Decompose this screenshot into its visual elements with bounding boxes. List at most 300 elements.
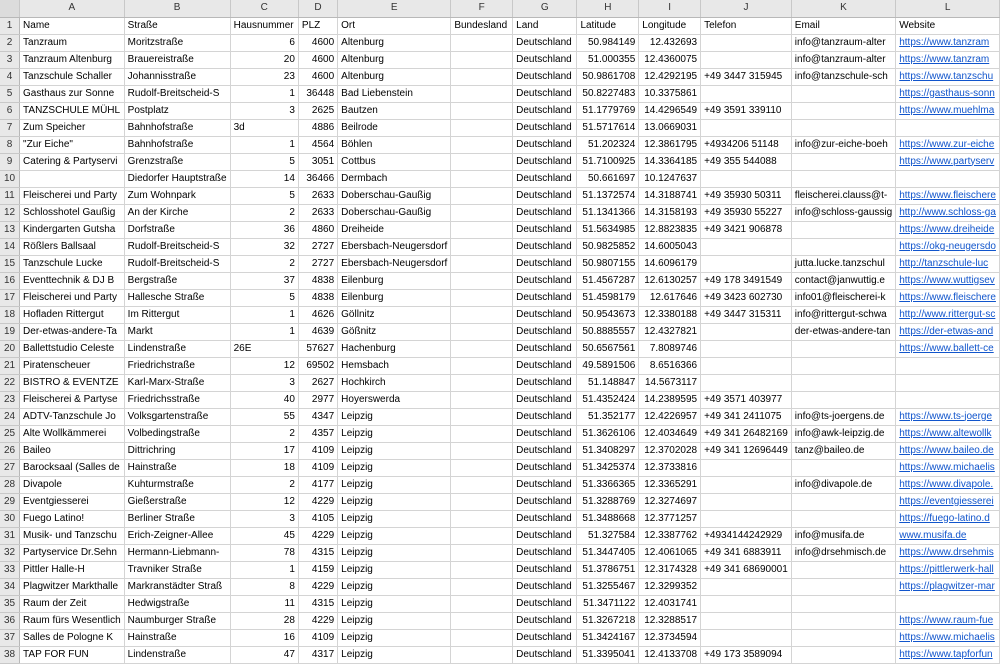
cell[interactable]: 2 (230, 476, 298, 493)
cell[interactable] (451, 238, 513, 255)
cell[interactable]: 1 (230, 306, 298, 323)
cell[interactable]: Deutschland (513, 34, 577, 51)
row-header[interactable]: 9 (0, 153, 20, 170)
cell[interactable]: 5 (230, 289, 298, 306)
cell[interactable]: 8.6516366 (639, 357, 701, 374)
cell[interactable]: Leipzig (338, 544, 451, 561)
cell[interactable] (451, 357, 513, 374)
cell[interactable]: Ort (338, 17, 451, 34)
cell[interactable] (791, 102, 895, 119)
cell[interactable]: 4347 (298, 408, 337, 425)
cell[interactable]: Deutschland (513, 255, 577, 272)
cell[interactable]: Deutschland (513, 527, 577, 544)
cell[interactable]: Deutschland (513, 323, 577, 340)
cell[interactable]: Diedorfer Hauptstraße (124, 170, 230, 187)
cell[interactable] (701, 85, 792, 102)
cell[interactable]: Hainstraße (124, 459, 230, 476)
cell[interactable]: 6 (230, 34, 298, 51)
cell[interactable] (701, 51, 792, 68)
cell[interactable] (896, 170, 1000, 187)
cell[interactable]: https://okg-neugersdo (896, 238, 1000, 255)
cell[interactable] (701, 34, 792, 51)
cell[interactable]: +49 3447 315311 (701, 306, 792, 323)
cell[interactable]: info@rittergut-schwa (791, 306, 895, 323)
cell[interactable]: https://www.altewollk (896, 425, 1000, 442)
cell[interactable]: Lindenstraße (124, 340, 230, 357)
cell[interactable]: https://www.tanzram (896, 51, 1000, 68)
column-header[interactable]: C (230, 0, 298, 17)
cell[interactable]: https://www.dreiheide (896, 221, 1000, 238)
cell[interactable]: https://www.tapforfun (896, 646, 1000, 663)
cell[interactable]: 7.8089746 (639, 340, 701, 357)
cell[interactable]: Fleischerei und Party (20, 187, 125, 204)
cell[interactable]: 50.6567561 (577, 340, 639, 357)
cell[interactable]: +49 178 3491549 (701, 272, 792, 289)
cell[interactable]: Johannisstraße (124, 68, 230, 85)
column-header[interactable]: I (639, 0, 701, 17)
cell[interactable]: +49 341 2411075 (701, 408, 792, 425)
cell[interactable]: 1 (230, 136, 298, 153)
row-header[interactable]: 17 (0, 289, 20, 306)
cell[interactable]: https://www.tanzram (896, 34, 1000, 51)
cell[interactable]: +49 173 3589094 (701, 646, 792, 663)
cell[interactable]: 17 (230, 442, 298, 459)
cell[interactable]: Lindenstraße (124, 646, 230, 663)
cell[interactable]: Deutschland (513, 493, 577, 510)
cell[interactable]: 12.3861795 (639, 136, 701, 153)
cell[interactable] (451, 272, 513, 289)
cell[interactable]: 47 (230, 646, 298, 663)
cell[interactable]: 12.3274697 (639, 493, 701, 510)
row-header[interactable]: 15 (0, 255, 20, 272)
cell[interactable]: +4934206 51148 (701, 136, 792, 153)
cell[interactable]: Latitude (577, 17, 639, 34)
row-header[interactable]: 27 (0, 459, 20, 476)
row-header[interactable]: 7 (0, 119, 20, 136)
cell[interactable]: Gasthaus zur Sonne (20, 85, 125, 102)
cell[interactable]: info01@fleischerei-k (791, 289, 895, 306)
cell[interactable] (701, 459, 792, 476)
cell[interactable]: der-etwas-andere-tan (791, 323, 895, 340)
cell[interactable]: Travniker Straße (124, 561, 230, 578)
cell[interactable] (451, 34, 513, 51)
cell[interactable]: Deutschland (513, 612, 577, 629)
row-header[interactable]: 29 (0, 493, 20, 510)
cell[interactable]: 4600 (298, 68, 337, 85)
cell[interactable]: 3 (230, 510, 298, 527)
cell[interactable]: Karl-Marx-Straße (124, 374, 230, 391)
column-header[interactable]: K (791, 0, 895, 17)
cell[interactable] (451, 629, 513, 646)
cell[interactable]: Tanzschule Lucke (20, 255, 125, 272)
cell[interactable]: Leipzig (338, 527, 451, 544)
cell[interactable]: 4838 (298, 289, 337, 306)
cell[interactable]: +49 3421 906878 (701, 221, 792, 238)
cell[interactable]: 51.5634985 (577, 221, 639, 238)
cell[interactable] (791, 595, 895, 612)
cell[interactable]: 12.4292195 (639, 68, 701, 85)
cell[interactable]: Deutschland (513, 578, 577, 595)
cell[interactable]: Deutschland (513, 153, 577, 170)
column-header[interactable]: J (701, 0, 792, 17)
cell[interactable] (451, 136, 513, 153)
cell[interactable]: 12.617646 (639, 289, 701, 306)
cell[interactable]: Deutschland (513, 646, 577, 663)
cell[interactable]: 45 (230, 527, 298, 544)
cell[interactable] (701, 255, 792, 272)
cell[interactable]: BISTRO & EVENTZE (20, 374, 125, 391)
cell[interactable]: 51.1779769 (577, 102, 639, 119)
cell[interactable]: 12.4226957 (639, 408, 701, 425)
cell[interactable] (791, 85, 895, 102)
cell[interactable]: Eilenburg (338, 289, 451, 306)
cell[interactable]: Brauereistraße (124, 51, 230, 68)
cell[interactable]: Deutschland (513, 408, 577, 425)
cell[interactable] (451, 527, 513, 544)
cell[interactable]: 4317 (298, 646, 337, 663)
cell[interactable]: info@ts-joergens.de (791, 408, 895, 425)
cell[interactable] (451, 612, 513, 629)
cell[interactable]: Deutschland (513, 119, 577, 136)
cell[interactable]: 12.3734594 (639, 629, 701, 646)
cell[interactable] (791, 578, 895, 595)
cell[interactable]: PLZ (298, 17, 337, 34)
cell[interactable] (451, 306, 513, 323)
cell[interactable]: Zum Wohnpark (124, 187, 230, 204)
cell[interactable]: Naumburger Straße (124, 612, 230, 629)
cell[interactable]: https://pittlerwerk-hall (896, 561, 1000, 578)
cell[interactable]: Leipzig (338, 425, 451, 442)
cell[interactable]: 12.3733816 (639, 459, 701, 476)
cell[interactable]: Hofladen Rittergut (20, 306, 125, 323)
cell[interactable]: An der Kirche (124, 204, 230, 221)
cell[interactable]: 50.9807155 (577, 255, 639, 272)
cell[interactable] (701, 629, 792, 646)
cell[interactable]: tanz@baileo.de (791, 442, 895, 459)
cell[interactable]: Eilenburg (338, 272, 451, 289)
cell[interactable] (451, 340, 513, 357)
cell[interactable] (451, 476, 513, 493)
cell[interactable]: 12.3365291 (639, 476, 701, 493)
cell[interactable]: +49 3423 602730 (701, 289, 792, 306)
cell[interactable]: 11 (230, 595, 298, 612)
cell[interactable]: Deutschland (513, 221, 577, 238)
cell[interactable]: 51.202324 (577, 136, 639, 153)
cell[interactable]: 51.7100925 (577, 153, 639, 170)
cell[interactable]: https://www.drsehmis (896, 544, 1000, 561)
cell[interactable]: Deutschland (513, 340, 577, 357)
cell[interactable]: Bergstraße (124, 272, 230, 289)
cell[interactable]: https://www.michaelis (896, 629, 1000, 646)
cell[interactable]: Deutschland (513, 51, 577, 68)
cell[interactable] (701, 595, 792, 612)
cell[interactable]: 51.3267218 (577, 612, 639, 629)
cell[interactable] (451, 391, 513, 408)
cell[interactable]: 14.5673117 (639, 374, 701, 391)
cell[interactable]: https://der-etwas-and (896, 323, 1000, 340)
cell[interactable]: 2625 (298, 102, 337, 119)
cell[interactable]: 51.1372574 (577, 187, 639, 204)
cell[interactable] (701, 323, 792, 340)
cell[interactable]: Dittrichring (124, 442, 230, 459)
cell[interactable]: 4626 (298, 306, 337, 323)
cell[interactable] (701, 578, 792, 595)
cell[interactable] (791, 629, 895, 646)
cell[interactable]: 51.327584 (577, 527, 639, 544)
cell[interactable]: Hermann-Liebmann- (124, 544, 230, 561)
cell[interactable]: Deutschland (513, 272, 577, 289)
row-header[interactable]: 31 (0, 527, 20, 544)
cell[interactable]: +49 341 6883911 (701, 544, 792, 561)
cell[interactable]: Deutschland (513, 187, 577, 204)
cell[interactable]: 51.148847 (577, 374, 639, 391)
cell[interactable] (791, 238, 895, 255)
cell[interactable]: https://www.fleischere (896, 187, 1000, 204)
cell[interactable] (451, 323, 513, 340)
cell[interactable]: 23 (230, 68, 298, 85)
cell[interactable] (451, 646, 513, 663)
cell[interactable] (451, 102, 513, 119)
cell[interactable] (791, 391, 895, 408)
cell[interactable]: Rudolf-Breitscheid-S (124, 238, 230, 255)
cell[interactable]: 4109 (298, 442, 337, 459)
cell[interactable]: Deutschland (513, 357, 577, 374)
cell[interactable]: Leipzig (338, 442, 451, 459)
cell[interactable]: 51.4598179 (577, 289, 639, 306)
cell[interactable]: 2 (230, 204, 298, 221)
row-header[interactable]: 32 (0, 544, 20, 561)
cell[interactable] (791, 357, 895, 374)
cell[interactable]: Im Rittergut (124, 306, 230, 323)
cell[interactable]: Hoyerswerda (338, 391, 451, 408)
cell[interactable]: www.musifa.de (896, 527, 1000, 544)
row-header[interactable]: 4 (0, 68, 20, 85)
cell[interactable]: 51.1341366 (577, 204, 639, 221)
row-header[interactable]: 3 (0, 51, 20, 68)
cell[interactable]: 36 (230, 221, 298, 238)
cell[interactable]: Doberschau-Gaußig (338, 204, 451, 221)
cell[interactable] (20, 170, 125, 187)
cell[interactable]: 18 (230, 459, 298, 476)
cell[interactable]: 49.5891506 (577, 357, 639, 374)
cell[interactable] (451, 544, 513, 561)
cell[interactable]: 37 (230, 272, 298, 289)
cell[interactable]: Deutschland (513, 289, 577, 306)
cell[interactable]: Göllnitz (338, 306, 451, 323)
cell[interactable]: 51.3786751 (577, 561, 639, 578)
cell[interactable]: 4159 (298, 561, 337, 578)
cell[interactable]: 50.8227483 (577, 85, 639, 102)
cell[interactable]: Kuhturmstraße (124, 476, 230, 493)
cell[interactable] (451, 119, 513, 136)
cell[interactable]: 51.3288769 (577, 493, 639, 510)
cell[interactable]: jutta.lucke.tanzschul (791, 255, 895, 272)
cell[interactable]: Website (896, 17, 1000, 34)
cell[interactable]: 12.4031741 (639, 595, 701, 612)
row-header[interactable]: 35 (0, 595, 20, 612)
cell[interactable]: 13.0669031 (639, 119, 701, 136)
cell[interactable]: Deutschland (513, 204, 577, 221)
cell[interactable] (896, 374, 1000, 391)
cell[interactable]: Deutschland (513, 102, 577, 119)
cell[interactable]: Piratenscheuer (20, 357, 125, 374)
select-all-corner[interactable] (0, 0, 20, 17)
cell[interactable] (791, 459, 895, 476)
cell[interactable]: Deutschland (513, 425, 577, 442)
cell[interactable]: +49 341 68690001 (701, 561, 792, 578)
cell[interactable]: 4838 (298, 272, 337, 289)
cell[interactable]: 4109 (298, 629, 337, 646)
cell[interactable]: Tanzraum (20, 34, 125, 51)
cell[interactable]: 12.3387762 (639, 527, 701, 544)
cell[interactable]: 51.4567287 (577, 272, 639, 289)
row-header[interactable]: 12 (0, 204, 20, 221)
row-header[interactable]: 10 (0, 170, 20, 187)
cell[interactable]: Pittler Halle-H (20, 561, 125, 578)
cell[interactable] (451, 187, 513, 204)
cell[interactable]: 51.3425374 (577, 459, 639, 476)
cell[interactable]: 36466 (298, 170, 337, 187)
cell[interactable]: Leipzig (338, 646, 451, 663)
cell[interactable]: 2977 (298, 391, 337, 408)
cell[interactable]: fleischerei.clauss@t- (791, 187, 895, 204)
cell[interactable]: 10.3375861 (639, 85, 701, 102)
cell[interactable]: Eventtechnik & DJ B (20, 272, 125, 289)
cell[interactable]: 14.3188741 (639, 187, 701, 204)
cell[interactable] (451, 221, 513, 238)
cell[interactable] (896, 357, 1000, 374)
cell[interactable]: https://eventgiesserei (896, 493, 1000, 510)
cell[interactable] (451, 578, 513, 595)
cell[interactable]: Deutschland (513, 306, 577, 323)
cell[interactable]: 14.2389595 (639, 391, 701, 408)
cell[interactable]: Deutschland (513, 595, 577, 612)
cell[interactable]: 4564 (298, 136, 337, 153)
cell[interactable]: 2633 (298, 204, 337, 221)
cell[interactable]: Deutschland (513, 391, 577, 408)
cell[interactable]: 12.4034649 (639, 425, 701, 442)
cell[interactable]: +49 355 544088 (701, 153, 792, 170)
cell[interactable]: Tanzschule Schaller (20, 68, 125, 85)
cell[interactable]: Dreiheide (338, 221, 451, 238)
cell[interactable]: Deutschland (513, 510, 577, 527)
column-header[interactable]: B (124, 0, 230, 17)
cell[interactable]: https://www.zur-eiche (896, 136, 1000, 153)
cell[interactable]: 3051 (298, 153, 337, 170)
cell[interactable]: Salles de Pologne K (20, 629, 125, 646)
cell[interactable]: 4860 (298, 221, 337, 238)
cell[interactable]: https://www.fleischere (896, 289, 1000, 306)
cell[interactable]: 51.5717614 (577, 119, 639, 136)
cell[interactable] (701, 119, 792, 136)
cell[interactable]: 36448 (298, 85, 337, 102)
cell[interactable]: Barocksaal (Salles de (20, 459, 125, 476)
cell[interactable]: info@tanzschule-sch (791, 68, 895, 85)
cell[interactable]: 12.8823835 (639, 221, 701, 238)
cell[interactable]: Deutschland (513, 476, 577, 493)
cell[interactable]: info@divapole.de (791, 476, 895, 493)
cell[interactable]: 2633 (298, 187, 337, 204)
cell[interactable]: info@zur-eiche-boeh (791, 136, 895, 153)
row-header[interactable]: 28 (0, 476, 20, 493)
cell[interactable]: info@drsehmisch.de (791, 544, 895, 561)
cell[interactable]: 4886 (298, 119, 337, 136)
row-header[interactable]: 8 (0, 136, 20, 153)
cell[interactable]: Name (20, 17, 125, 34)
cell[interactable]: Fuego Latino! (20, 510, 125, 527)
cell[interactable]: 5 (230, 153, 298, 170)
cell[interactable]: Berliner Straße (124, 510, 230, 527)
cell[interactable]: Fleischerei & Partyse (20, 391, 125, 408)
cell[interactable] (896, 119, 1000, 136)
cell[interactable]: Tanzraum Altenburg (20, 51, 125, 68)
cell[interactable]: info@awk-leipzig.de (791, 425, 895, 442)
cell[interactable]: 2 (230, 425, 298, 442)
cell[interactable]: Ebersbach-Neugersdorf (338, 255, 451, 272)
cell[interactable] (701, 238, 792, 255)
cell[interactable]: Altenburg (338, 51, 451, 68)
cell[interactable]: Leipzig (338, 408, 451, 425)
cell[interactable] (451, 170, 513, 187)
cell[interactable]: Gießerstraße (124, 493, 230, 510)
cell[interactable]: 14.6096179 (639, 255, 701, 272)
cell[interactable]: 4639 (298, 323, 337, 340)
cell[interactable]: 78 (230, 544, 298, 561)
cell[interactable]: Grenzstraße (124, 153, 230, 170)
cell[interactable] (791, 510, 895, 527)
cell[interactable]: 12 (230, 357, 298, 374)
cell[interactable]: Kindergarten Gutsha (20, 221, 125, 238)
cell[interactable]: 50.661697 (577, 170, 639, 187)
cell[interactable]: 14 (230, 170, 298, 187)
cell[interactable] (791, 374, 895, 391)
cell[interactable]: 4229 (298, 493, 337, 510)
cell[interactable] (451, 442, 513, 459)
row-header[interactable]: 2 (0, 34, 20, 51)
cell[interactable]: "Zur Eiche" (20, 136, 125, 153)
cell[interactable]: 51.3626106 (577, 425, 639, 442)
cell[interactable]: Eventgiesserei (20, 493, 125, 510)
cell[interactable]: Bahnhofstraße (124, 119, 230, 136)
cell[interactable]: https://gasthaus-sonn (896, 85, 1000, 102)
cell[interactable]: Deutschland (513, 68, 577, 85)
cell[interactable]: Plagwitzer Markthalle (20, 578, 125, 595)
cell[interactable]: http://www.schloss-ga (896, 204, 1000, 221)
cell[interactable]: 51.3255467 (577, 578, 639, 595)
cell[interactable]: Doberschau-Gaußig (338, 187, 451, 204)
row-header[interactable]: 6 (0, 102, 20, 119)
cell[interactable] (451, 68, 513, 85)
cell[interactable]: Raum der Zeit (20, 595, 125, 612)
row-header[interactable]: 13 (0, 221, 20, 238)
cell[interactable]: Deutschland (513, 629, 577, 646)
cell[interactable]: 14.3364185 (639, 153, 701, 170)
cell[interactable]: Divapole (20, 476, 125, 493)
cell[interactable] (791, 119, 895, 136)
cell[interactable]: https://www.divapole. (896, 476, 1000, 493)
cell[interactable]: Rudolf-Breitscheid-S (124, 255, 230, 272)
row-header[interactable]: 34 (0, 578, 20, 595)
cell[interactable]: Deutschland (513, 374, 577, 391)
cell[interactable]: 12.3380188 (639, 306, 701, 323)
cell[interactable]: Erich-Zeigner-Allee (124, 527, 230, 544)
cell[interactable]: info@tanzraum-alter (791, 34, 895, 51)
cell[interactable]: Hainstraße (124, 629, 230, 646)
cell[interactable] (701, 476, 792, 493)
cell[interactable]: 12.3771257 (639, 510, 701, 527)
row-header[interactable]: 38 (0, 646, 20, 663)
cell[interactable]: Leipzig (338, 612, 451, 629)
